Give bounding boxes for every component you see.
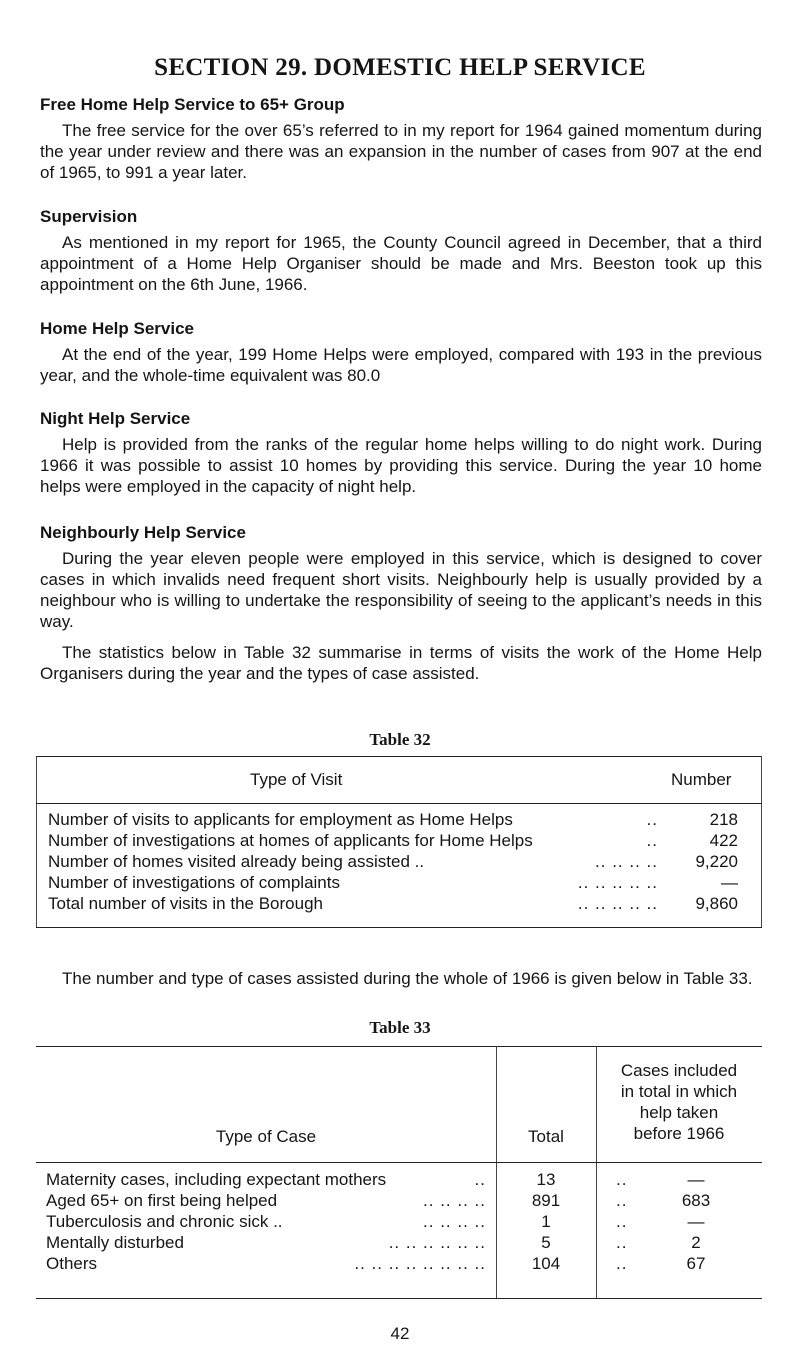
- section-paragraph: At the end of the year, 199 Home Helps were employed, compared with 193 in the previous year, and the whole-time equivalent was 80.0: [40, 345, 762, 385]
- header-line: before 1966: [633, 1124, 725, 1143]
- row-label: Others: [46, 1254, 98, 1273]
- header-type-of-case: Type of Case: [215, 1127, 317, 1146]
- between-text-block: [40, 964, 762, 989]
- row-label: Number of investigations at homes of applicants for Home Helps: [48, 831, 533, 850]
- table-rule: [36, 1046, 762, 1047]
- row-total: 5: [541, 1233, 551, 1252]
- row-value: 422: [709, 831, 738, 850]
- table-rule: [36, 927, 762, 928]
- row-label: Number of investigations of complaints: [48, 873, 340, 892]
- row-leader-dots: .. .. .. ..: [423, 1212, 486, 1231]
- header-total: Total: [528, 1127, 564, 1146]
- row-leader-dots: .. .. .. .. .. .. .. ..: [354, 1254, 486, 1273]
- section-neighbourly-help: [40, 522, 762, 684]
- section-heading: Supervision: [40, 207, 138, 226]
- row-leader-dots: ..: [646, 810, 658, 829]
- header-line: Cases included: [620, 1061, 738, 1080]
- row-leader-dots: ..: [474, 1170, 486, 1189]
- row-included: 683: [681, 1191, 711, 1210]
- section-night-help: [40, 408, 762, 497]
- section-heading: Home Help Service: [40, 319, 195, 338]
- table-border-left: [36, 756, 37, 927]
- table-row: [46, 1191, 752, 1212]
- table-row: [48, 852, 738, 873]
- row-included: —: [687, 1170, 705, 1189]
- table-row: [48, 873, 738, 894]
- table-row: [46, 1254, 752, 1275]
- table-rule: [36, 803, 762, 804]
- row-label: Aged 65+ on first being helped: [46, 1191, 278, 1210]
- header-cases-included: [596, 1060, 762, 1144]
- table-rule: [36, 756, 762, 757]
- section-paragraph: As mentioned in my report for 1965, the County Council agreed in December, that a third appointment of a Home Help Organiser should be made and Mrs. Beeston took up this appointment on the 6th June, 1966.: [40, 233, 762, 294]
- header-type-of-visit: Type of Visit: [250, 770, 343, 789]
- row-included: 67: [686, 1254, 706, 1273]
- row-value: 9,220: [695, 852, 738, 871]
- page-number: 42: [390, 1324, 410, 1343]
- section-title: SECTION 29. DOMESTIC HELP SERVICE: [154, 54, 646, 81]
- table32-caption: Table 32: [369, 730, 431, 749]
- row-leader-dots: ..: [616, 1212, 628, 1231]
- table-row: [48, 831, 738, 852]
- table-rule: [36, 1298, 762, 1299]
- header-line: help taken: [639, 1103, 719, 1122]
- row-leader-dots: .. .. .. .. ..: [577, 894, 658, 913]
- section-heading: Neighbourly Help Service: [40, 523, 246, 542]
- section-heading: Free Home Help Service to 65+ Group: [40, 95, 345, 114]
- row-total: 891: [531, 1191, 561, 1210]
- row-included: 2: [691, 1233, 701, 1252]
- row-leader-dots: ..: [616, 1170, 628, 1189]
- row-leader-dots: ..: [616, 1233, 628, 1252]
- table-row: [46, 1212, 752, 1233]
- row-total: 1: [541, 1212, 551, 1231]
- section-home-help: [40, 318, 762, 386]
- row-leader-dots: ..: [646, 831, 658, 850]
- row-label: Mentally disturbed: [46, 1233, 184, 1252]
- row-value: —: [721, 873, 738, 892]
- row-leader-dots: .. .. .. ..: [423, 1191, 486, 1210]
- section-paragraph: The free service for the over 65’s referred to in my report for 1964 gained momentum during the year under review and there was an expansion in the number of cases from 907 at the end of 1965, to 991 a year later.: [40, 121, 762, 182]
- section-heading: Night Help Service: [40, 409, 191, 428]
- row-label: Number of visits to applicants for employment as Home Helps: [48, 810, 513, 829]
- section-paragraph: The number and type of cases assisted during the whole of 1966 is given below in Table 33.: [62, 969, 753, 988]
- section-paragraph: During the year eleven people were employed in this service, which is designed to cover cases in which invalids need frequent short visits. Neighbourly help is usually provided by a neighbour who is willing to undertake the responsibility of seeing to the applicant’s needs in this way.: [40, 549, 762, 631]
- row-value: 9,860: [695, 894, 738, 913]
- table-border-right: [761, 756, 762, 927]
- table-rule: [36, 1162, 762, 1163]
- row-leader-dots: ..: [616, 1191, 628, 1210]
- table-row: [48, 894, 738, 915]
- row-included: —: [687, 1212, 705, 1231]
- header-line: in total in which: [620, 1082, 738, 1101]
- row-leader-dots: ..: [616, 1254, 628, 1273]
- section-supervision: [40, 206, 762, 295]
- section-free-home-help: [40, 94, 762, 183]
- row-value: 218: [709, 810, 738, 829]
- table-row: [48, 810, 738, 831]
- row-total: 104: [531, 1254, 561, 1273]
- row-label: Total number of visits in the Borough: [48, 894, 323, 913]
- row-leader-dots: .. .. .. .. .. ..: [388, 1233, 486, 1252]
- table-row: [46, 1170, 752, 1191]
- row-label: Number of homes visited already being assisted ..: [48, 852, 425, 871]
- row-leader-dots: .. .. .. ..: [595, 852, 658, 871]
- section-paragraph: The statistics below in Table 32 summarise in terms of visits the work of the Home Help Organisers during the year and the types of case assisted.: [40, 643, 762, 683]
- table-row: [46, 1233, 752, 1254]
- row-leader-dots: .. .. .. .. ..: [577, 873, 658, 892]
- row-label: Maternity cases, including expectant mothers: [46, 1170, 387, 1189]
- row-total: 13: [536, 1170, 556, 1189]
- table33-caption: Table 33: [369, 1018, 431, 1037]
- section-paragraph: Help is provided from the ranks of the regular home helps willing to do night work. During 1966 it was possible to assist 10 homes by providing this service. During the year 10 home helps were employed in the capacity of night help.: [40, 435, 762, 496]
- row-label: Tuberculosis and chronic sick ..: [46, 1212, 283, 1231]
- header-number: Number: [671, 770, 732, 789]
